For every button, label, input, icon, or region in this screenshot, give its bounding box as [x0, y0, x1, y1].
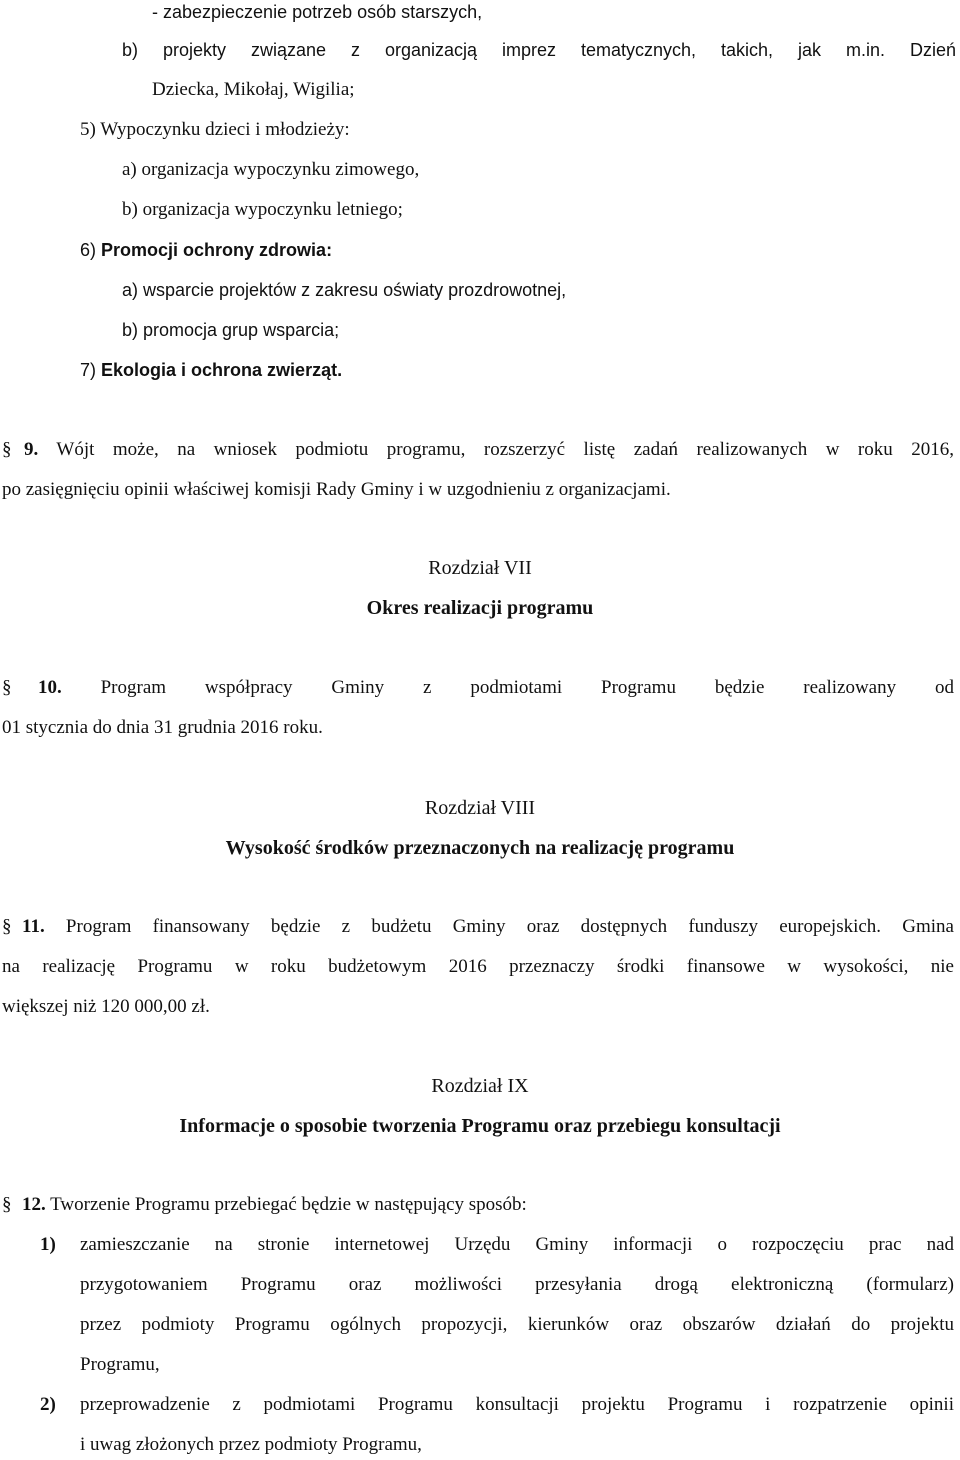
- paragraph-10-line: [2, 676, 954, 700]
- paragraph-text: Program współpracy Gminy z podmiotami Programu będzie realizowany od: [61, 677, 954, 698]
- list-item-line: przygotowaniem Programu oraz możliwości przesyłania drogą elektroniczną (formularz): [80, 1274, 954, 1295]
- chapter-subtitle: Informacje o sposobie tworzenia Programu oraz przebiegu konsultacji: [179, 1115, 781, 1137]
- paragraph-text: Program finansowany będzie z budżetu Gminy oraz dostępnych funduszy europejskich. Gmina: [44, 916, 954, 937]
- section-mark: §: [2, 677, 12, 698]
- paragraph-12-line: [2, 1193, 527, 1217]
- chapter-title: Rozdział VII: [428, 557, 532, 579]
- list-item: a) wsparcie projektów z zakresu oświaty prozdrowotnej,: [122, 280, 567, 300]
- list-item-line: i uwag złożonych przez podmioty Programu,: [80, 1434, 422, 1455]
- list-item-number: 7): [80, 360, 97, 380]
- list-item-heading: [80, 238, 332, 262]
- paragraph-11-line: [2, 915, 954, 939]
- paragraph-10-line: 01 stycznia do dnia 31 grudnia 2016 roku.: [2, 717, 323, 738]
- chapter-title: Rozdział IX: [431, 1075, 529, 1097]
- paragraph-11-line: na realizację Programu w roku budżetowym 2016 przeznaczy środki finansowe w wysokości, nie: [2, 956, 954, 977]
- list-item: a) organizacja wypoczynku zimowego,: [122, 159, 420, 180]
- list-number: 2): [40, 1394, 56, 1415]
- paragraph-text: Tworzenie Programu przebiegać będzie w następujący sposób:: [45, 1194, 527, 1215]
- chapter-title: Rozdział VIII: [424, 797, 536, 819]
- list-item-number: 6): [80, 240, 97, 260]
- paragraph-9-line: [2, 438, 954, 462]
- list-item-label: 5) Wypoczynku dzieci i młodzieży:: [80, 119, 350, 140]
- list-item: b) promocja grup wsparcia;: [122, 320, 340, 340]
- paragraph-number: 10.: [38, 677, 62, 698]
- list-item-heading: [80, 118, 350, 142]
- list-number: 1): [40, 1234, 56, 1255]
- list-item-line: zamieszczanie na stronie internetowej Urzędu Gminy informacji o rozpoczęciu prac nad: [80, 1234, 954, 1255]
- chapter-subtitle: Wysokość środków przeznaczonych na realizację programu: [225, 837, 735, 859]
- paragraph-9-line: po zasięgnięciu opinii właściwej komisji Rady Gminy i w uzgodnieniu z organizacjami.: [2, 479, 671, 500]
- paragraph-number: 9.: [24, 439, 39, 460]
- section-mark: §: [2, 1194, 12, 1215]
- section-mark: §: [2, 439, 12, 460]
- list-item: Dziecka, Mikołaj, Wigilia;: [152, 79, 355, 100]
- list-item: b) organizacja wypoczynku letniego;: [122, 199, 403, 220]
- paragraph-11-line: większej niż 120 000,00 zł.: [2, 996, 210, 1017]
- list-item-label: Ekologia i ochrona zwierząt.: [101, 360, 343, 380]
- list-item-line: przeprowadzenie z podmiotami Programu konsultacji projektu Programu i rozpatrzenie opinii: [80, 1394, 954, 1415]
- section-mark: §: [2, 916, 12, 937]
- chapter-subtitle: Okres realizacji programu: [366, 597, 594, 619]
- list-item-label: Promocji ochrony zdrowia:: [101, 240, 333, 260]
- list-item-line: przez podmioty Programu ogólnych propozycji, kierunków oraz obszarów działań do projektu: [80, 1314, 954, 1335]
- list-item-heading: [80, 358, 342, 382]
- list-item: b) projekty związane z organizacją imprez tematycznych, takich, jak m.in. Dzień: [122, 40, 956, 60]
- paragraph-number: 12.: [22, 1194, 46, 1215]
- paragraph-number: 11.: [22, 916, 45, 937]
- list-item-line: Programu,: [80, 1354, 160, 1375]
- list-item: - zabezpieczenie potrzeb osób starszych,: [152, 2, 483, 22]
- paragraph-text: Wójt może, na wniosek podmiotu programu, rozszerzyć listę zadań realizowanych w roku 2016,: [38, 439, 954, 460]
